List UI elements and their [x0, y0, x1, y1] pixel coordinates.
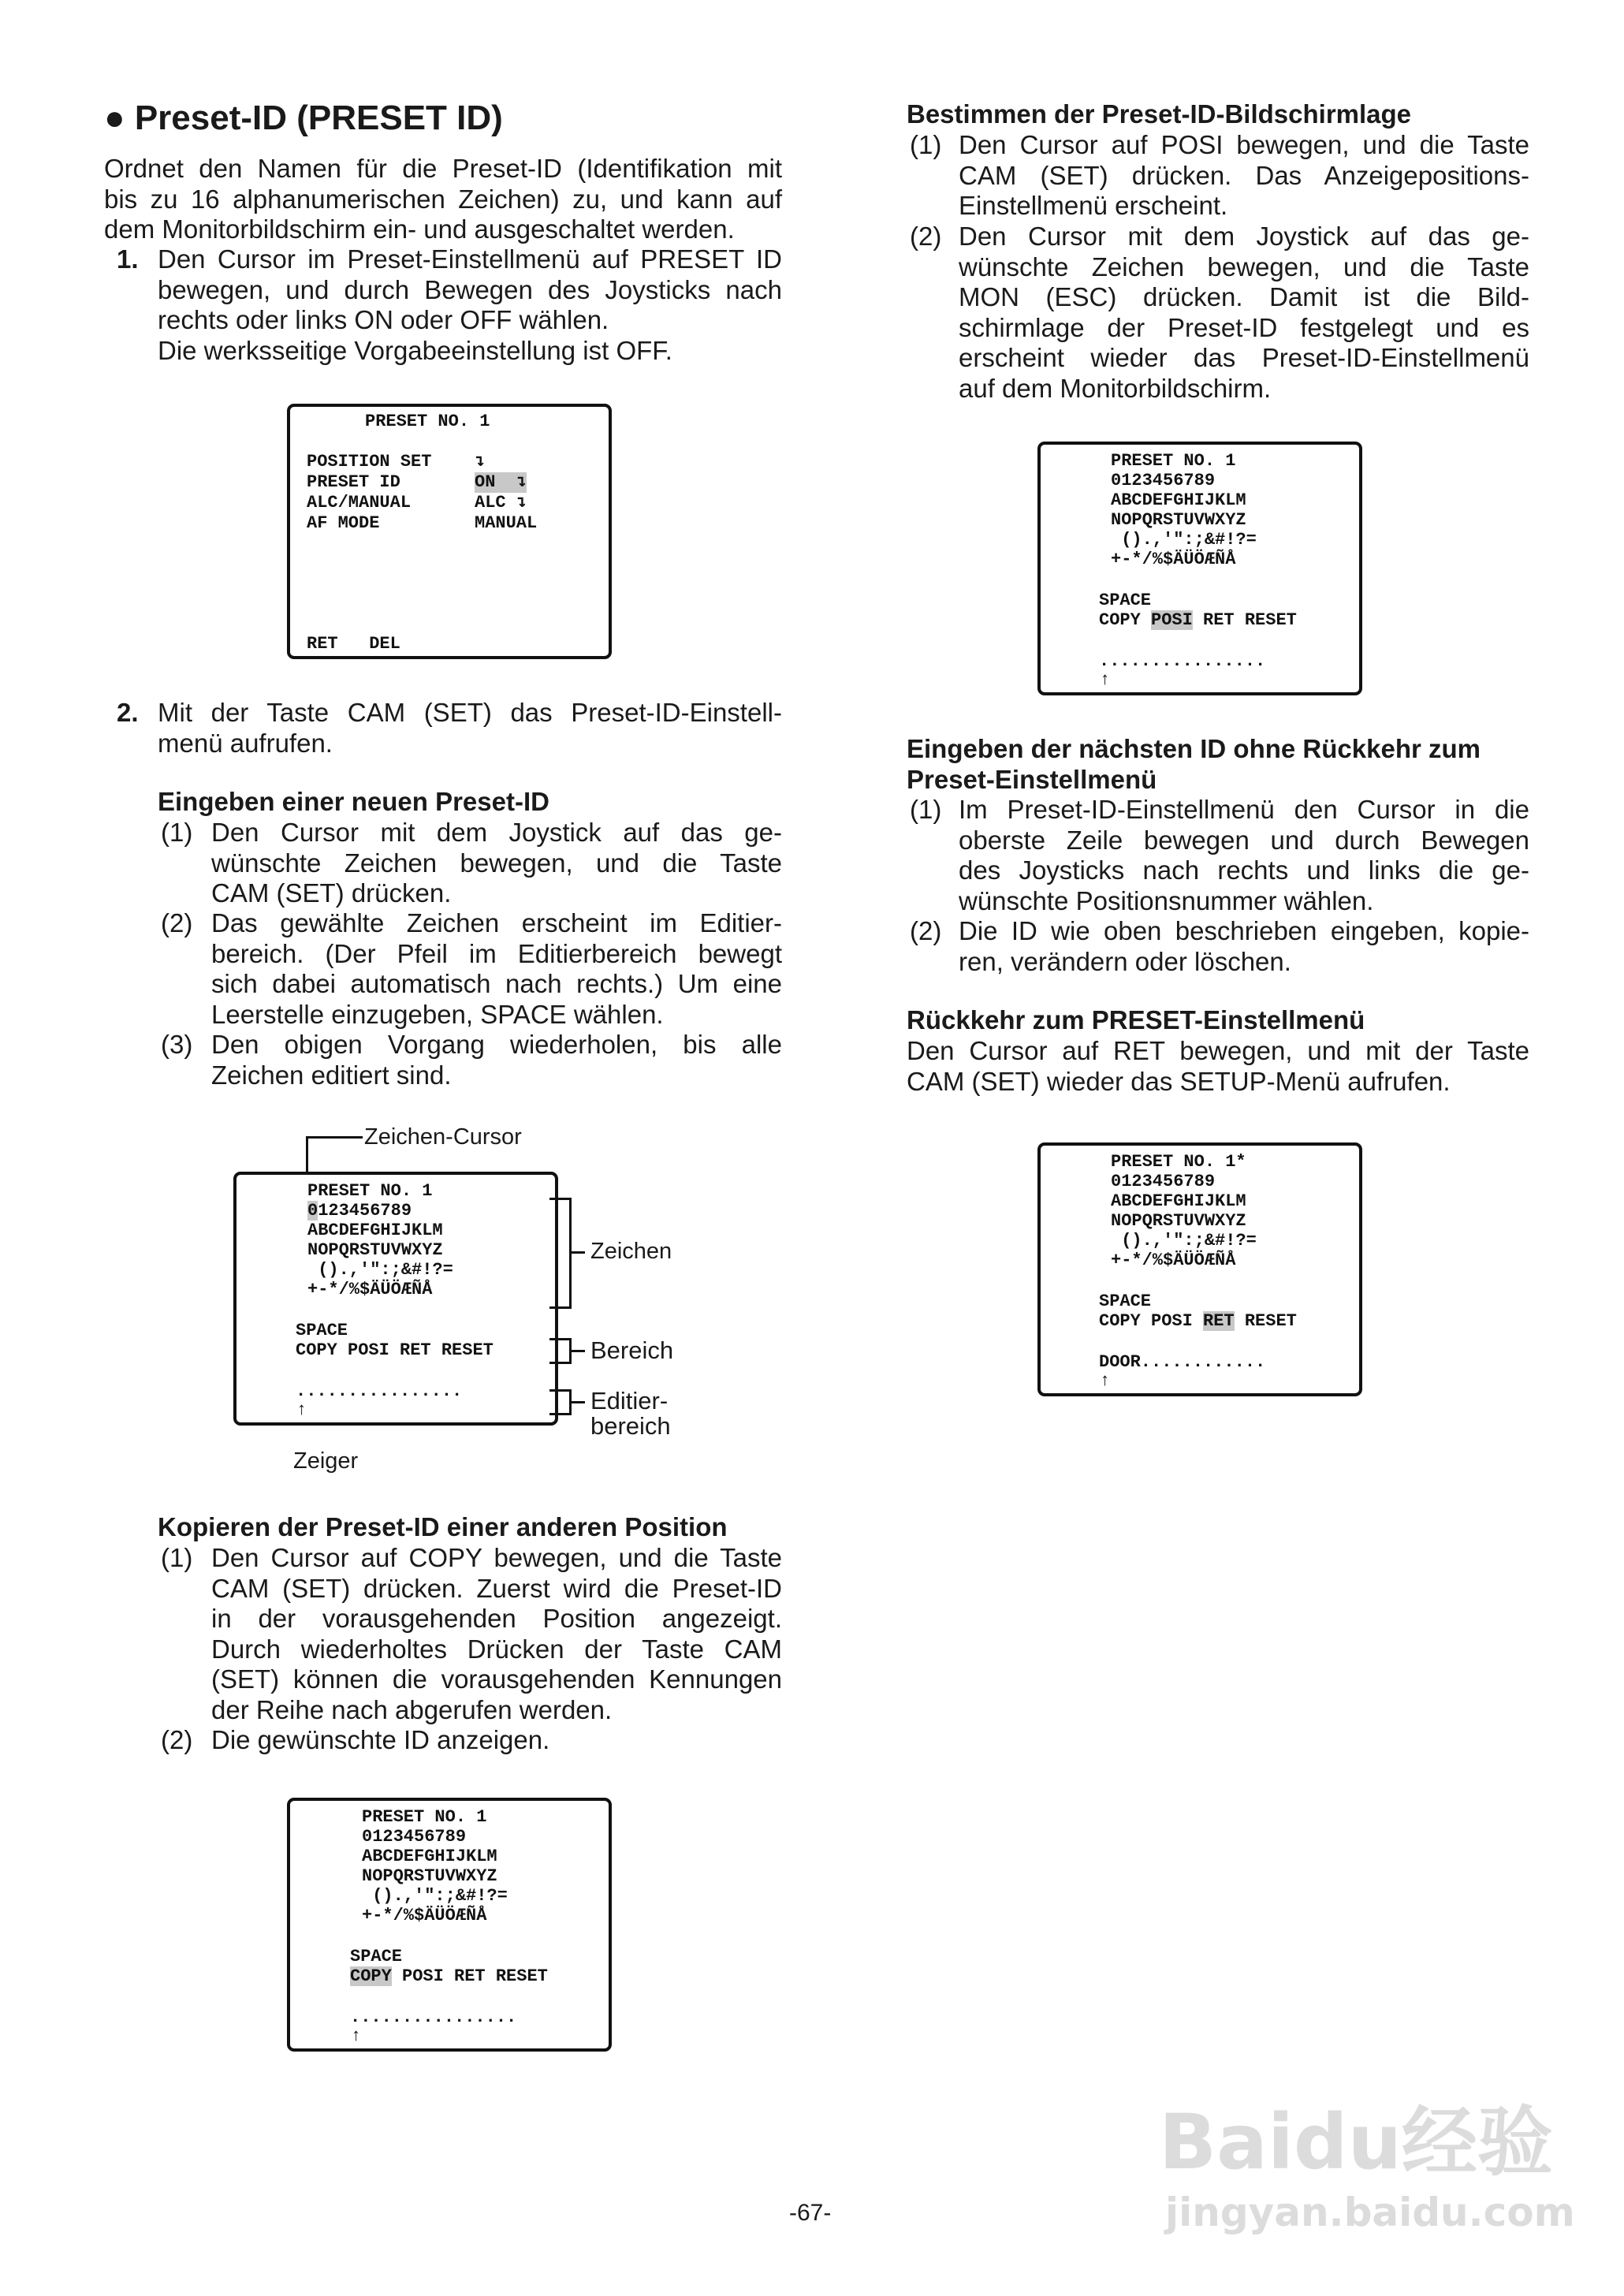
- character-screen: [233, 1172, 558, 1426]
- item-line: oberste Zeile bewegen und durch Bewegen: [959, 825, 1529, 855]
- edit-area: DOOR............: [1099, 1352, 1266, 1372]
- posi-option: POSI: [348, 1340, 389, 1360]
- list-item: [907, 130, 1529, 222]
- pointer-arrow-icon: ↑: [296, 1400, 307, 1420]
- bracket-bereich: [549, 1338, 572, 1340]
- char-text: 0: [1111, 471, 1122, 490]
- heading-return: Rückkehr zum PRESET-Einstellmenü: [907, 1005, 1365, 1034]
- copy-option: COPY: [1099, 1311, 1141, 1331]
- step-line: bewegen, und durch Bewegen des Joysticks nach: [158, 274, 782, 304]
- bracket-editier: [549, 1413, 572, 1415]
- item-number: (2): [161, 908, 193, 937]
- return-line: Den Cursor auf RET bewegen, und mit der Taste: [907, 1036, 1529, 1065]
- label-line: bereich: [590, 1412, 671, 1440]
- pointer-arrow-icon: ↑: [1100, 670, 1111, 690]
- value-text: ON: [475, 472, 496, 492]
- item-line: schirmlage der Preset-ID festgelegt und es: [959, 312, 1529, 342]
- step-line: Die werksseitige Vorgabeeinstellung ist OFF.: [158, 335, 672, 365]
- posi-option: POSI: [1151, 610, 1193, 630]
- item-line: wünschte Positionsnummer wählen.: [959, 885, 1374, 915]
- posi-screen: [1037, 442, 1362, 695]
- item-line: Im Preset-ID-Einstellmenü den Cursor in die: [959, 795, 1529, 824]
- ret-option: RET: [454, 1966, 486, 1986]
- reset-option: RESET: [1244, 610, 1297, 630]
- item-line: auf dem Monitorbildschirm.: [959, 373, 1272, 403]
- copy-option: COPY: [1099, 610, 1141, 630]
- bracket-editier: [549, 1389, 572, 1392]
- item-line: Den Cursor auf POSI bewegen, und die Taste: [959, 130, 1529, 159]
- item-number: (2): [161, 1725, 193, 1754]
- reset-option: RESET: [495, 1966, 548, 1986]
- char-row: ABCDEFGHIJKLM: [1111, 490, 1246, 510]
- submenu-arrow-icon: ↴: [505, 493, 527, 512]
- space-option: SPACE: [296, 1321, 348, 1340]
- step-number: 1.: [117, 244, 139, 274]
- menu-value-alc: [475, 493, 527, 513]
- item-text: [211, 908, 782, 1030]
- option-row: [350, 1966, 548, 1987]
- char-row: NOPQRSTUVWXYZ: [307, 1240, 443, 1260]
- item-line: ren, verändern oder löschen.: [959, 946, 1291, 976]
- pointer-arrow-icon: ↑: [1100, 1371, 1111, 1391]
- menu-row-af-mode: AF MODE: [307, 513, 380, 533]
- leader-line: [306, 1136, 363, 1139]
- menu-value-manual: MANUAL: [475, 513, 538, 533]
- option-row: [1099, 610, 1297, 631]
- char-row: [307, 1201, 412, 1221]
- option-row: [296, 1340, 494, 1361]
- step-line: rechts oder links ON oder OFF wählen.: [158, 305, 609, 334]
- position-list: [907, 130, 1529, 404]
- heading-position: Bestimmen der Preset-ID-Bildschirmlage: [907, 99, 1412, 129]
- label-line: Editier-: [590, 1387, 669, 1414]
- edit-area: ................: [1099, 651, 1266, 671]
- ret-option: RET: [400, 1340, 431, 1360]
- char-row-text: 123456789: [372, 1827, 467, 1847]
- bracket-zeichen: [569, 1251, 585, 1254]
- value-text: ALC: [475, 493, 506, 512]
- item-line: wünschte Zeichen bewegen, und die Taste: [959, 252, 1529, 281]
- char-row-text: 123456789: [318, 1201, 412, 1221]
- menu-row-alc-manual: ALC/MANUAL: [307, 493, 412, 512]
- item-number: (3): [161, 1030, 193, 1059]
- screen-title: PRESET NO. 1: [365, 412, 490, 431]
- char-row: ABCDEFGHIJKLM: [362, 1847, 497, 1866]
- new-id-list: [158, 818, 782, 1090]
- copy-option: COPY: [296, 1340, 337, 1360]
- step-number: 2.: [117, 698, 139, 727]
- intro-paragraph: [104, 154, 782, 245]
- list-item: [158, 1725, 782, 1756]
- list-item: [907, 916, 1529, 977]
- ret-option: RET: [1203, 1311, 1235, 1331]
- item-line: (SET) können die vorausgehenden Kennungen: [211, 1664, 782, 1694]
- item-number: (2): [910, 222, 942, 251]
- item-line: bereich. (Der Pfeil im Editierbereich bewegt: [211, 938, 782, 968]
- intro-line: Ordnet den Namen für die Preset-ID (Identifikation mit: [104, 154, 782, 183]
- edit-area: ................: [350, 2007, 517, 2027]
- char-row: +-*/%$ÄÜÖÆÑÅ: [307, 1280, 433, 1299]
- item-line: sich dabei automatisch nach rechts.) Um eine: [211, 969, 782, 998]
- option-row: [1099, 1311, 1297, 1332]
- step-1: [104, 244, 782, 371]
- item-line: Den Cursor auf COPY bewegen, und die Taste: [211, 1543, 782, 1572]
- char-cursor: 0: [307, 1201, 318, 1221]
- char-row: NOPQRSTUVWXYZ: [362, 1866, 497, 1886]
- copy-screen: [287, 1798, 612, 2052]
- item-line: Den Cursor mit dem Joystick auf das ge-: [211, 818, 782, 847]
- step-line: menü aufrufen.: [158, 728, 333, 758]
- char-row: [1111, 1172, 1215, 1192]
- page-title: [104, 99, 503, 138]
- copy-option: COPY: [350, 1966, 392, 1986]
- item-line: MON (ESC) drücken. Damit ist die Bild-: [959, 282, 1529, 311]
- step-text: [158, 244, 782, 366]
- label-bereich: Bereich: [590, 1336, 674, 1364]
- screen-title: PRESET NO. 1: [307, 1181, 433, 1201]
- menu-row-position-set: POSITION SET: [307, 452, 432, 472]
- list-item: [158, 908, 782, 1030]
- item-number: (1): [910, 795, 942, 824]
- item-line: des Joysticks nach rechts und links die ge-: [959, 855, 1529, 885]
- item-text: [211, 1543, 782, 1725]
- item-line: erscheint wieder das Preset-ID-Einstellmenü: [959, 343, 1529, 372]
- item-line: der Reihe nach abgerufen werden.: [211, 1694, 613, 1724]
- char-row: ().,'":;&#!?=: [1111, 1231, 1257, 1250]
- label-zeiger: Zeiger: [293, 1448, 359, 1474]
- char-row: [362, 1827, 466, 1847]
- list-item: [158, 1030, 782, 1090]
- item-text: [211, 1030, 782, 1090]
- char-row: NOPQRSTUVWXYZ: [1111, 1211, 1246, 1231]
- heading-line: Eingeben der nächsten ID ohne Rückkehr zum: [907, 734, 1481, 763]
- screen-title: PRESET NO. 1: [362, 1807, 487, 1827]
- item-text: [959, 130, 1529, 222]
- char-row: ().,'":;&#!?=: [362, 1886, 508, 1906]
- item-line: Die ID wie oben beschrieben eingeben, kopie-: [959, 916, 1529, 945]
- next-id-list: [907, 795, 1529, 977]
- step-2: [104, 698, 782, 761]
- intro-line: dem Monitorbildschirm ein- und ausgeschaltet werden.: [104, 214, 735, 244]
- bullet-icon: ●: [104, 99, 125, 137]
- item-line: in der vorausgehenden Position angezeigt.: [211, 1604, 782, 1633]
- heading-new-id: Eingeben einer neuen Preset-ID: [158, 787, 549, 816]
- item-number: (1): [161, 818, 193, 847]
- char-row: +-*/%$ÄÜÖÆÑÅ: [1111, 1250, 1236, 1270]
- item-line: CAM (SET) drücken. Zuerst wird die Preset-ID: [211, 1573, 782, 1603]
- space-option: SPACE: [1099, 591, 1152, 610]
- char-row: +-*/%$ÄÜÖÆÑÅ: [362, 1906, 487, 1925]
- list-item: [907, 222, 1529, 404]
- char-row: ().,'":;&#!?=: [307, 1260, 453, 1280]
- char-row: [1111, 471, 1215, 491]
- menu-value-preset-id: [475, 472, 527, 493]
- heading-copy: Kopieren der Preset-ID einer anderen Position: [158, 1512, 728, 1541]
- heading-line: Preset-Einstellmenü: [907, 764, 1157, 794]
- char-row: NOPQRSTUVWXYZ: [1111, 510, 1246, 530]
- heading-next-id: [907, 734, 1481, 795]
- label-editier: [590, 1388, 671, 1439]
- ret-screen: [1037, 1142, 1362, 1396]
- bracket-editier: [569, 1401, 585, 1403]
- ret-option: RET: [1203, 610, 1235, 630]
- step-line: Den Cursor im Preset-Einstellmenü auf PRESET ID: [158, 244, 782, 274]
- item-line: Zeichen editiert sind.: [211, 1060, 452, 1090]
- item-text: Die gewünschte ID anzeigen.: [211, 1725, 550, 1754]
- list-item: [907, 795, 1529, 916]
- posi-option: POSI: [402, 1966, 444, 1986]
- pointer-arrow-icon: ↑: [351, 2026, 362, 2046]
- char-text: 0: [1111, 1172, 1122, 1191]
- char-row-text: 123456789: [1121, 1172, 1216, 1191]
- item-line: Durch wiederholtes Drücken der Taste CAM: [211, 1634, 782, 1664]
- item-line: wünschte Zeichen bewegen, und die Taste: [211, 848, 782, 878]
- posi-option: POSI: [1151, 1311, 1193, 1331]
- item-number: (1): [161, 1543, 193, 1572]
- title-text: Preset-ID (PRESET ID): [134, 99, 503, 137]
- screen-title: PRESET NO. 1*: [1111, 1152, 1246, 1172]
- bracket-zeichen: [549, 1306, 572, 1309]
- space-option: SPACE: [350, 1947, 403, 1966]
- item-line: Leerstelle einzugeben, SPACE wählen.: [211, 999, 664, 1029]
- reset-option: RESET: [441, 1340, 494, 1360]
- watermark-logo: Baidu经验: [1159, 2098, 1553, 2186]
- char-row: ABCDEFGHIJKLM: [307, 1221, 443, 1240]
- submenu-arrow-icon: ↴: [475, 452, 486, 472]
- label-zeichen-cursor: Zeichen-Cursor: [364, 1124, 522, 1150]
- return-paragraph: [907, 1036, 1529, 1097]
- item-line: CAM (SET) drücken. Das Anzeigepositions-: [959, 160, 1529, 190]
- copy-list: [158, 1543, 782, 1756]
- item-text: [211, 818, 782, 909]
- char-row: ().,'":;&#!?=: [1111, 530, 1257, 550]
- item-number: (2): [910, 916, 942, 945]
- item-line: Das gewählte Zeichen erscheint im Editier-: [211, 908, 782, 937]
- screen-footer: RET DEL: [307, 634, 400, 654]
- char-row-text: 123456789: [1121, 471, 1216, 490]
- step-text: [158, 698, 782, 758]
- space-option: SPACE: [1099, 1292, 1152, 1311]
- submenu-arrow-icon: ↴: [495, 472, 527, 492]
- preset-menu-screen: [287, 404, 612, 659]
- reset-option: RESET: [1244, 1311, 1297, 1331]
- bracket-bereich: [569, 1350, 585, 1352]
- item-text: [959, 795, 1529, 916]
- bracket-zeichen: [549, 1198, 572, 1200]
- item-number: (1): [910, 130, 942, 159]
- list-item: [158, 818, 782, 908]
- list-item: [158, 1543, 782, 1725]
- item-text: [959, 916, 1529, 977]
- return-line: CAM (SET) wieder das SETUP-Menü aufrufen.: [907, 1066, 1451, 1096]
- item-line: Einstellmenü erscheint.: [959, 191, 1228, 220]
- edit-area: ................: [296, 1381, 463, 1401]
- char-text: 0: [362, 1827, 373, 1847]
- watermark-url: jingyan.baidu.com: [1165, 2190, 1575, 2235]
- menu-row-preset-id: PRESET ID: [307, 472, 400, 492]
- bracket-bereich: [549, 1362, 572, 1364]
- step-line: Mit der Taste CAM (SET) das Preset-ID-Einstell-: [158, 698, 782, 727]
- item-text: [959, 222, 1529, 404]
- page-number: -67-: [789, 2200, 832, 2226]
- item-line: Den obigen Vorgang wiederholen, bis alle: [211, 1030, 782, 1059]
- intro-line: bis zu 16 alphanumerischen Zeichen) zu, und kann auf: [104, 184, 782, 214]
- char-row: +-*/%$ÄÜÖÆÑÅ: [1111, 550, 1236, 569]
- screen-title: PRESET NO. 1: [1111, 451, 1236, 471]
- item-line: Den Cursor mit dem Joystick auf das ge-: [959, 222, 1529, 251]
- item-line: CAM (SET) drücken.: [211, 878, 452, 908]
- label-zeichen: Zeichen: [590, 1239, 672, 1264]
- char-row: ABCDEFGHIJKLM: [1111, 1191, 1246, 1211]
